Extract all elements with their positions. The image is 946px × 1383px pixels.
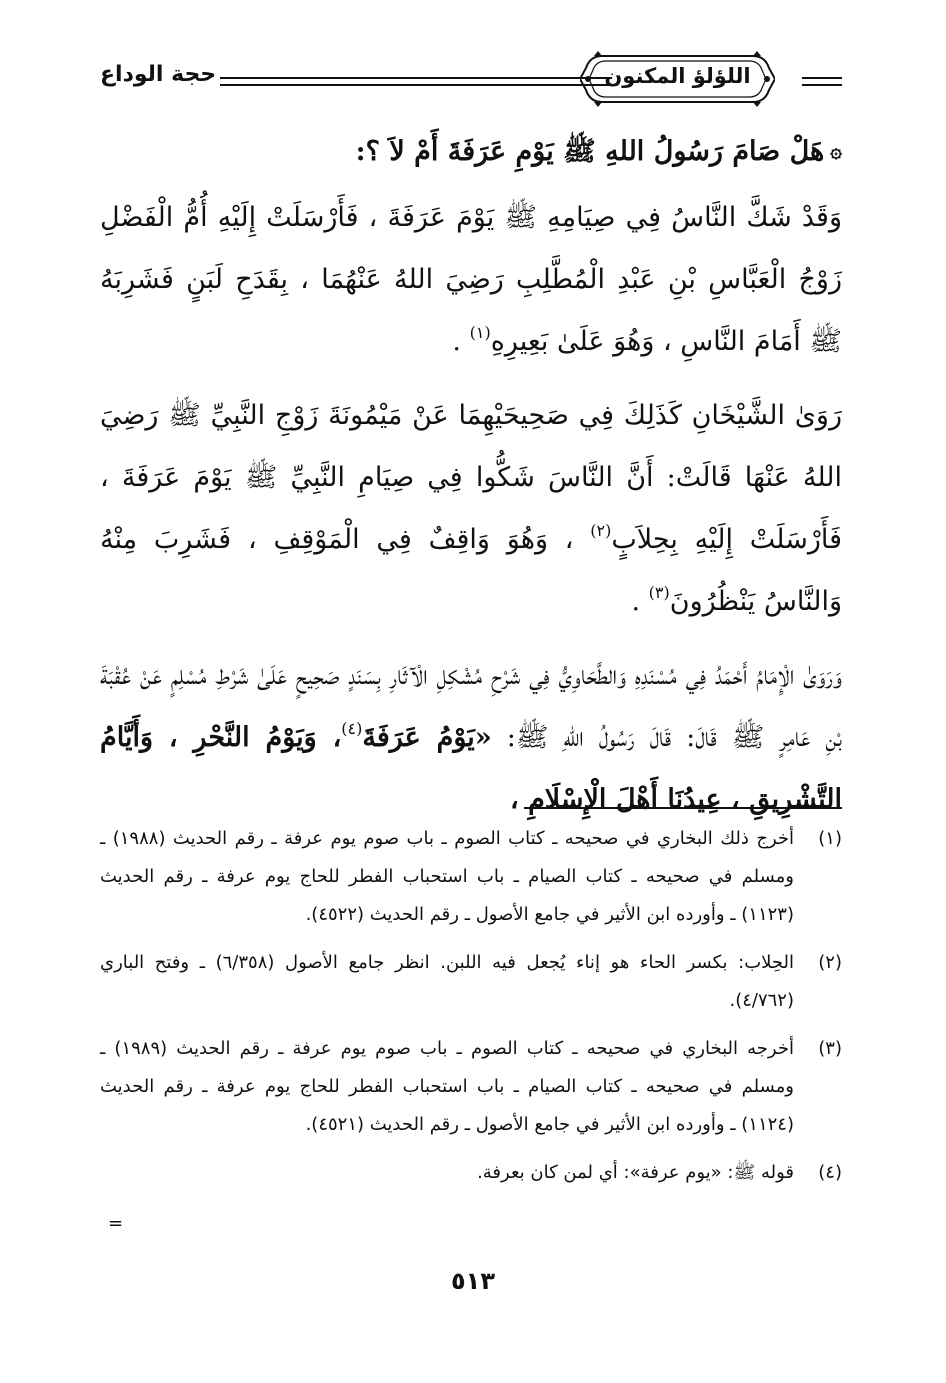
- paragraph-3: [100, 645, 842, 831]
- footnote-3: [100, 1030, 842, 1144]
- footnote-text: أخرج ذلك البخاري في صحيحه ـ كتاب الصوم ـ باب صوم يوم عرفة ـ رقم الحديث (١٩٨٨) ـ ومسلم في صحيحه ـ كتاب الصيام ـ باب استحباب الفطر للحاج يوم عرفة ـ رقم الحديث (١١٢٣) ـ وأورده ابن الأثير في جامع الأصول ـ رقم الحديث (٤٥٢٢).: [100, 828, 794, 925]
- footnote-2: [100, 944, 842, 1020]
- footnote-ref-2[interactable]: (٢): [590, 521, 612, 540]
- header-rule-right: [802, 77, 842, 86]
- footnote-number: (٢): [818, 952, 842, 973]
- footnote-text: أخرجه البخاري في صحيحه ـ كتاب الصوم ـ باب صوم يوم عرفة ـ رقم الحديث (١٩٨٩) ـ ومسلم في صحيحه ـ كتاب الصيام ـ باب استحباب الفطر للحاج يوم عرفة ـ رقم الحديث (١١٢٤) ـ وأورده ابن الأثير في جامع الأصول ـ رقم الحديث (٤٥٢١).: [100, 1038, 794, 1135]
- continuation-mark: =: [108, 1213, 124, 1234]
- section-title: حجة الوداع: [100, 62, 217, 87]
- paragraph-1-text: وَقَدْ شَكَّ النَّاسُ فِي صِيَامِهِ ﷺ يَوْمَ عَرَفَةَ ، فَأَرْسَلَتْ إِلَيْهِ أُمُّ الْفَضْلِ زَوْجُ الْعَبَّاسِ بْنِ عَبْدِ الْمُطَّلِبِ رَضِيَ اللهُ عَنْهُمَا ، بِقَدَحِ لَبَنٍ فَشَرِبَهُ ﷺ أَمَامَ النَّاسِ ، وَهُوَ عَلَىٰ بَعِيرِهِ: [100, 202, 842, 357]
- footnote-ref-3[interactable]: (٣): [648, 583, 670, 602]
- paragraph-2-text-a: رَوَىٰ الشَّيْخَانِ كَذَلِكَ فِي صَحِيحَيْهِمَا عَنْ مَيْمُونَةَ زَوْجِ النَّبِيِّ ﷺ رَضِيَ اللهُ عَنْهَا قَالَتْ: أَنَّ النَّاسَ شَكُّوا فِي صِيَامِ النَّبِيِّ ﷺ يَوْمَ عَرَفَةَ ، فَأَرْسَلَتْ إِلَيْهِ بِحِلاَبٍ: [100, 400, 842, 555]
- footnote-number: (٣): [818, 1038, 842, 1059]
- paragraph-2-text-b: ، وَهُوَ وَاقِفٌ فِي الْمَوْقِفِ ، فَشَرِبَ مِنْهُ وَالنَّاسُ يَنْظُرُونَ: [100, 524, 842, 617]
- hadith-quote-b: ، وَيَوْمُ النَّحْرِ ، وَأَيَّامُ التَّشْرِيقِ ، عِيدُنَا أَهْلَ الْإِسْلَامِ ،: [100, 722, 842, 815]
- footnote-text: قوله ﷺ: «يوم عرفة»: أي لمن كان بعرفة.: [477, 1162, 794, 1183]
- flower-icon: ۞: [830, 138, 842, 162]
- question-text: هَلْ صَامَ رَسُولُ اللهِ ﷺ يَوْمِ عَرَفَةَ أَمْ لاَ ؟:: [355, 136, 825, 167]
- paragraph-1: [100, 187, 842, 373]
- paragraph-2-end: .: [631, 586, 649, 617]
- footnote-number: (١): [818, 828, 842, 849]
- footnote-1: [100, 820, 842, 934]
- book-title: اللؤلؤ المكنون: [604, 64, 751, 88]
- paragraph-2: [100, 385, 842, 633]
- page-number: ٥١٣: [451, 1267, 495, 1295]
- footnote-separator: [524, 807, 842, 809]
- footnote-number: (٤): [818, 1162, 842, 1183]
- main-text: [100, 125, 842, 831]
- paragraph-1-end: .: [452, 326, 470, 357]
- footnote-text: الحِلاب: بكسر الحاء هو إناء يُجعل فيه اللبن. انظر جامع الأصول (٦/٣٥٨) ـ وفتح الباري (٤/٧٦٢).: [100, 952, 794, 1011]
- footnote-ref-4[interactable]: (٤): [341, 719, 363, 738]
- footnote-4: [100, 1154, 842, 1192]
- running-header: [100, 50, 842, 110]
- footnote-ref-1[interactable]: (١): [469, 323, 491, 342]
- question-heading: [100, 125, 842, 177]
- header-rule-left: [220, 77, 612, 86]
- paragraph-3-text: وَرَوَىٰ الْإِمَامُ أَحْمَدُ فِي مُسْنَدِهِ وَالطَّحَاوِيُّ فِي شَرْحِ مُشْكِلِ الْآثَارِ بِسَنَدٍ صَحِيحٍ عَلَىٰ شَرْطِ مُسْلِمٍ عَنْ عُقْبَةَ بْنِ عَامِرٍ ﷺ قَالَ: قَالَ رَسُولُ اللهِ ﷺ:: [100, 660, 842, 753]
- footnotes: [100, 820, 842, 1192]
- hadith-quote-a: «يَوْمُ عَرَفَةَ: [362, 722, 492, 753]
